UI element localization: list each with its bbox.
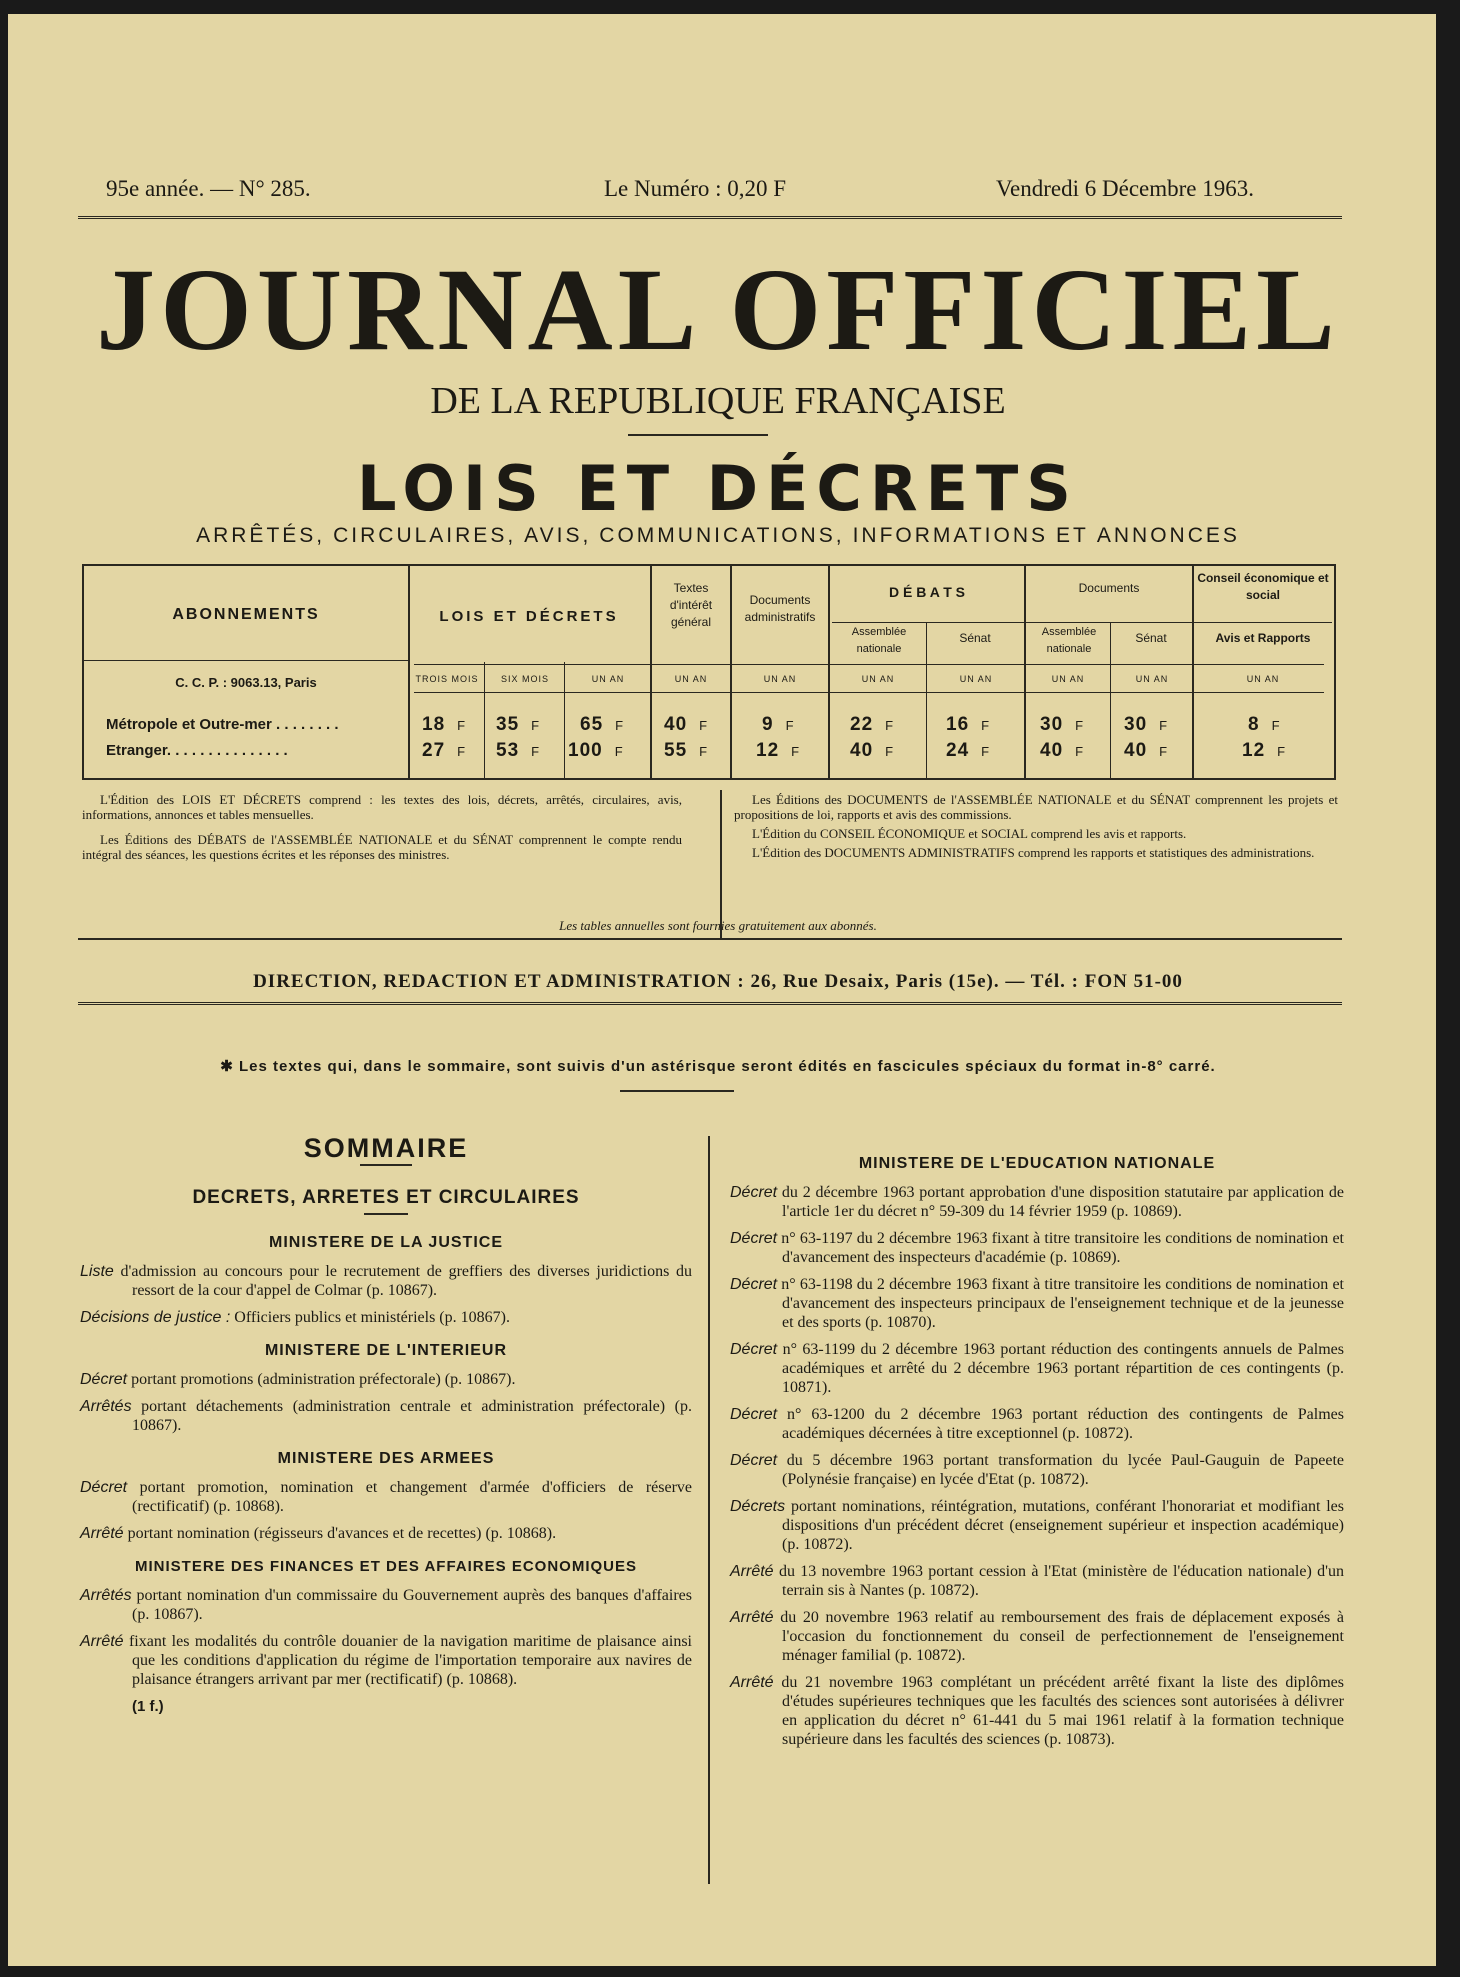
sommaire-heading: DECRETS, ARRETES ET CIRCULAIRES [192, 1187, 580, 1208]
sommaire-left-column [80, 1133, 693, 1716]
column-header: UN AN [959, 674, 993, 684]
sheet-count: (1 f.) [132, 1698, 164, 1715]
ministry-heading: MINISTERE DE L'EDUCATION NATIONALE [858, 1155, 1216, 1172]
lois-header: LOIS ET DÉCRETS [439, 608, 619, 625]
summary-entry: Arrêtés portant détachements (administration centrale et administration préfectorale) (p. 10867). [80, 1398, 692, 1434]
documents-an-header: Assemblée nationale [1041, 626, 1097, 655]
divider [78, 1002, 1342, 1005]
summary-entry: Arrêtés portant nomination d'un commissaire du Gouvernement auprès des banques d'affaires (p. 10867). [80, 1587, 692, 1623]
edition-title: LOIS ET DÉCRETS [357, 452, 1079, 525]
debats-an-header: Assemblée nationale [851, 626, 907, 655]
textes-header: Textes d'intérêt général [669, 581, 713, 629]
subscription-table: ABONNEMENTS C. C. P. : 9063.13, Paris LOIS ET DÉCRETS Textes d'intérêt général Documents administratifs D É B A T S Documents Conseil économique et social Assemblée nationale Sénat Assemblée nationale Sénat Avis et Rapports TROIS MOIS SIX MOIS UN AN UN AN UN AN UN AN UN AN UN AN UN AN UN AN Métropole et Outre-mer . . . . . . . . Etranger. . . . . . . . . . . . . . . 18 F 35 F 65 F 40 F 9 F 22 F 16 F 30 F 30 F 8 F 27 F 53 F 100 F 55 F 12 F 40 F 24 F 40 F 40 F 12 F [82, 564, 1336, 780]
summary-entry: Décret du 2 décembre 1963 portant approbation d'une disposition statutaire par application de l'article 1er du décret n° 59-309 du 14 février 1959 (p. 10869). [730, 1184, 1344, 1220]
tables-note: Les tables annuelles sont fournies gratuitement aux abonnés. [559, 918, 877, 933]
summary-entry: Décret n° 63-1199 du 2 décembre 1963 portant réduction des contingents annuels de Palmes académiques et arrêté du 2 décembre 1963 portant répartition de ces contingents (p. 10871). [730, 1341, 1345, 1396]
ministry-heading: MINISTERE DE L'INTERIEUR [264, 1342, 508, 1359]
masthead-title: JOURNAL OFFICIEL [96, 244, 1340, 375]
issue-date: Vendredi 6 Décembre 1963. [996, 176, 1255, 201]
divider [628, 434, 768, 436]
conseil-header: Conseil économique et social [1197, 571, 1329, 602]
summary-entry: Liste d'admission au concours pour le recrutement de greffiers des diverses juridictions du ressort de la cour d'appel de Colmar (p. 10867). [80, 1263, 693, 1299]
summary-entry: Décret du 5 décembre 1963 portant transformation du lycée Paul-Gauguin de Papeete (Polynésie française) en lycée d'Etat (p. 10872). [730, 1452, 1344, 1488]
debats-header: D É B A T S [889, 584, 965, 600]
column-divider [708, 1136, 710, 1884]
newspaper-page [8, 14, 1436, 1966]
summary-entry: Arrêté portant nomination (régisseurs d'avances et de recettes) (p. 10868). [80, 1525, 557, 1542]
summary-entry: Arrêté fixant les modalités du contrôle douanier de la navigation maritime de plaisance ainsi que les conditions d'application du régime de l'importation temporaire aux navires de plaisance étrangers arrivant par mer (rectificatif) (p. 10868). [80, 1633, 693, 1688]
column-header: UN AN [1051, 674, 1085, 684]
documents-header: Documents [1078, 581, 1140, 595]
documents-senat-header: Sénat [1135, 631, 1167, 645]
summary-entry: Décret portant promotion, nomination et changement d'armée d'officiers de réserve (rectificatif) (p. 10868). [80, 1479, 693, 1515]
divider [78, 938, 1342, 940]
issue-price: Le Numéro : 0,20 F [604, 176, 787, 201]
asterisk-note: ✱ Les textes qui, dans le sommaire, sont suivis d'un astérisque seront édités en fascicules spéciaux du format in-8° carré. [220, 1058, 1216, 1075]
masthead-subtitle: DE LA REPUBLIQUE FRANÇAISE [430, 380, 1006, 422]
avis-header: Avis et Rapports [1215, 631, 1311, 645]
summary-entry: Arrêté du 13 novembre 1963 portant cession à l'Etat (ministère de l'éducation nationale) d'un terrain sis à Nantes (p. 10872). [730, 1563, 1345, 1599]
editions-info-left: L'Édition des LOIS ET DÉCRETS comprend : les textes des lois, décrets, arrêtés, circulaires, avis, informations, annonces et tables mensuelles. Les Éditions des DÉBATS de l'ASSEMBLÉE NATIONALE et du SÉNAT comprennent le compte rendu intégral des séances, les questions écrites et les réponses des ministres. [82, 792, 682, 862]
edition-subtitle: ARRÊTÉS, CIRCULAIRES, AVIS, COMMUNICATIONS, INFORMATIONS ET ANNONCES [196, 524, 1240, 547]
summary-entry: Arrêté du 20 novembre 1963 relatif au remboursement des frais de déplacement exposés à l'occasion du fonctionnement du conseil de perfectionnement de l'enseignement ménager familial (p. 10872). [730, 1609, 1345, 1664]
column-header: SIX MOIS [500, 674, 549, 684]
row-label-metropole: Métropole et Outre-mer . . . . . . . . [106, 716, 339, 733]
column-header: UN AN [861, 674, 895, 684]
docs-admin-header: Documents administratifs [744, 593, 816, 624]
column-header: TROIS MOIS [415, 674, 479, 684]
ccp-account: C. C. P. : 9063.13, Paris [175, 675, 317, 690]
column-header: UN AN [674, 674, 708, 684]
debats-senat-header: Sénat [959, 631, 991, 645]
ministry-heading: MINISTERE DES FINANCES ET DES AFFAIRES ECONOMIQUES [135, 1558, 637, 1575]
column-header: UN AN [1246, 674, 1280, 684]
summary-entry: Décrets portant nominations, réintégration, mutations, conférant l'honorariat et modifiant les dispositions d'un précédent décret (enseignement supérieur et inspection académique) (p. 10872). [730, 1498, 1345, 1553]
row-label-etranger: Etranger. . . . . . . . . . . . . . . [106, 742, 288, 759]
issue-number: 95e année. — N° 285. [106, 176, 311, 201]
ministry-heading: MINISTERE DE LA JUSTICE [269, 1234, 503, 1251]
summary-entry: Décisions de justice : Officiers publics et ministériels (p. 10867). [80, 1309, 510, 1326]
summary-entry: Décret portant promotions (administration préfectorale) (p. 10867). [80, 1371, 516, 1388]
summary-entry: Décret n° 63-1198 du 2 décembre 1963 fixant à titre transitoire les conditions de nomination et d'avancement des inspecteurs principaux de l'enseignement technique et de la jeunesse et des sports (p. 10870). [730, 1276, 1344, 1331]
column-header: UN AN [1135, 674, 1169, 684]
sommaire-title: SOMMAIRE [303, 1133, 469, 1163]
subscriptions-title: ABONNEMENTS [172, 606, 320, 623]
summary-entry: Décret n° 63-1200 du 2 décembre 1963 portant réduction des contingents de Palmes académiques décernées à titre exceptionnel (p. 10872). [730, 1406, 1345, 1442]
summary-entry: Décret n° 63-1197 du 2 décembre 1963 fixant à titre transitoire les conditions de nomination et d'avancement des inspecteurs d'académie (p. 10869). [730, 1230, 1344, 1266]
editions-info-right: Les Éditions des DOCUMENTS de l'ASSEMBLÉE NATIONALE et du SÉNAT comprennent les projets et propositions de loi, rapports et avis des commissions. L'Édition du CONSEIL ÉCONOMIQUE et SOCIAL comprend les avis et rapports. L'Édition des DOCUMENTS ADMINISTRATIFS comprend les rapports et statistiques des administrations. [734, 792, 1338, 860]
column-header: UN AN [763, 674, 797, 684]
divider [620, 1090, 734, 1092]
divider [78, 216, 1342, 219]
column-header: UN AN [591, 674, 625, 684]
ministry-heading: MINISTERE DES ARMEES [277, 1450, 495, 1467]
divider [720, 790, 722, 938]
direction-address: DIRECTION, REDACTION ET ADMINISTRATION : 26, Rue Desaix, Paris (15e). — Tél. : FON 51-00 [253, 971, 1183, 992]
sommaire-right-column [730, 1154, 1344, 1757]
summary-entry: Arrêté du 21 novembre 1963 complétant un précédent arrêté fixant la liste des diplômes d'études supérieures techniques que les facultés des sciences sont autorisées à délivrer en application du décret n° 61-441 du 5 mai 1961 relatif à la formation technique supérieure dans les facultés des sciences (p. 10873). [730, 1674, 1345, 1748]
